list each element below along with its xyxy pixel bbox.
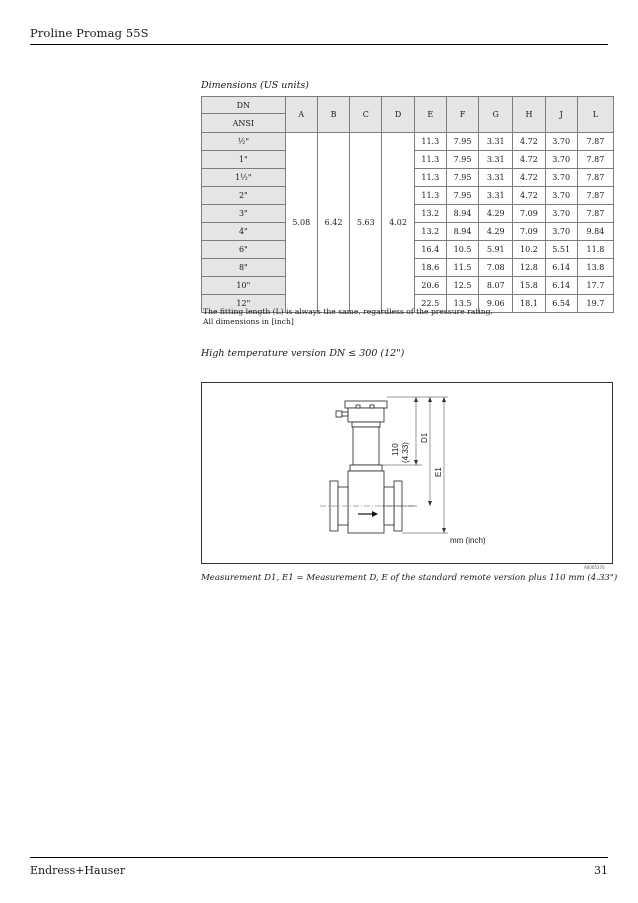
sensor-collar [350,465,382,471]
cell-dn: 12" [202,295,286,313]
cell-h: 7.09 [513,205,545,223]
cell-f: 10.5 [446,241,478,259]
cell-h: 18.1 [513,295,545,313]
label-433: (4.33) [401,442,410,463]
cell-j: 3.70 [545,133,577,151]
dimension-drawing [201,382,613,564]
cell-e: 13.2 [414,205,446,223]
cell-e: 11.3 [414,187,446,205]
cell-e: 20.6 [414,277,446,295]
table-footnote [203,307,493,327]
header-col-h: H [513,97,545,133]
cell-j: 3.70 [545,187,577,205]
cell-dn: 8" [202,259,286,277]
cell-dn: 2" [202,187,286,205]
cell-e: 22.5 [414,295,446,313]
cell-l: 7.87 [577,187,613,205]
cell-f: 7.95 [446,169,478,187]
cell-h: 4.72 [513,133,545,151]
cell-dn: 3" [202,205,286,223]
header-col-a: A [285,97,317,133]
housing-screw-2 [370,405,374,408]
cell-l: 7.87 [577,151,613,169]
cell-h: 4.72 [513,151,545,169]
cell-g: 8.07 [479,277,513,295]
page-number: 31 [594,864,608,877]
cell-h: 12.8 [513,259,545,277]
cell-g: 4.29 [479,205,513,223]
cell-e: 18.6 [414,259,446,277]
cell-g: 7.08 [479,259,513,277]
cell-merged-a: 5.08 [285,133,317,313]
cable-gland-left [336,411,342,417]
cell-l: 7.87 [577,133,613,151]
cell-g: 5.91 [479,241,513,259]
cell-h: 10.2 [513,241,545,259]
cell-j: 6.14 [545,277,577,295]
footer-rule [30,857,608,858]
dimensions-table [201,96,614,313]
cell-e: 11.3 [414,169,446,187]
cell-f: 7.95 [446,133,478,151]
cell-g: 3.31 [479,187,513,205]
drawing-caption: Measurement D1, E1 = Measurement D, E of the standard remote version plus 110 mm (4.33") [201,573,618,583]
cell-f: 8.94 [446,205,478,223]
cell-g: 4.29 [479,223,513,241]
cell-h: 4.72 [513,187,545,205]
header-col-c: C [350,97,382,133]
header-col-b: B [317,97,349,133]
header-ansi: ANSI [202,114,286,133]
cell-g: 3.31 [479,169,513,187]
cell-f: 13.5 [446,295,478,313]
header-col-e: E [414,97,446,133]
high-temp-title: High temperature version DN ≤ 300 (12") [201,348,405,359]
cell-l: 7.87 [577,169,613,187]
sensor-body [348,471,384,533]
cell-l: 11.8 [577,241,613,259]
footer-brand: Endress+Hauser [30,864,126,877]
header-col-f: F [446,97,478,133]
cell-l: 7.87 [577,205,613,223]
cell-l: 19.7 [577,295,613,313]
header-col-j: J [545,97,577,133]
cell-dn: 10" [202,277,286,295]
cell-l: 13.8 [577,259,613,277]
cable-gland-left-neck [342,412,348,416]
cell-f: 8.94 [446,223,478,241]
cell-j: 3.70 [545,151,577,169]
cell-e: 13.2 [414,223,446,241]
housing-base [352,422,380,427]
cell-j: 3.70 [545,169,577,187]
table-row [202,133,614,151]
housing-screw-1 [356,405,360,408]
cell-j: 6.54 [545,295,577,313]
cell-dn: 1" [202,151,286,169]
drawing-code: A0005370 [584,565,605,570]
cell-g: 3.31 [479,133,513,151]
header-col-g: G [479,97,513,133]
cell-e: 11.3 [414,151,446,169]
label-units: mm (inch) [450,536,486,545]
cell-g: 3.31 [479,151,513,169]
table-header-row [202,97,614,114]
cell-dn: 4" [202,223,286,241]
cell-dn: 1½" [202,169,286,187]
cell-l: 9.84 [577,223,613,241]
header-title: Proline Promag 55S [30,26,149,40]
dimensions-title: Dimensions (US units) [201,80,309,91]
housing-body [348,408,384,422]
cell-h: 7.09 [513,223,545,241]
flowmeter-outline [330,401,402,533]
cell-merged-b: 6.42 [317,133,349,313]
header-dn: DN [202,97,286,114]
cell-j: 3.70 [545,223,577,241]
cell-dn: 6" [202,241,286,259]
footnote-line-2: All dimensions in [inch] [203,317,294,326]
label-e1: E1 [434,467,443,477]
cell-j: 5.51 [545,241,577,259]
label-110: 110 [391,443,400,456]
cell-f: 12.5 [446,277,478,295]
cell-j: 3.70 [545,205,577,223]
flowmeter-drawing [202,383,612,563]
cell-j: 6.14 [545,259,577,277]
footnote-line-1: The fitting length (L) is always the same, regardless of the pressure rating. [203,307,493,316]
cell-merged-d: 4.02 [382,133,414,313]
cell-h: 15.8 [513,277,545,295]
label-d1: D1 [420,432,429,443]
cell-f: 7.95 [446,151,478,169]
header-col-l: L [577,97,613,133]
header-col-d: D [382,97,414,133]
header-rule [30,44,608,45]
cell-dn: ½" [202,133,286,151]
extension-neck [353,427,379,465]
cell-f: 7.95 [446,187,478,205]
cell-h: 4.72 [513,169,545,187]
cell-e: 16.4 [414,241,446,259]
cell-f: 11.5 [446,259,478,277]
housing-top [345,401,387,408]
cell-l: 17.7 [577,277,613,295]
cell-merged-c: 5.63 [350,133,382,313]
cell-e: 11.3 [414,133,446,151]
cell-g: 9.06 [479,295,513,313]
